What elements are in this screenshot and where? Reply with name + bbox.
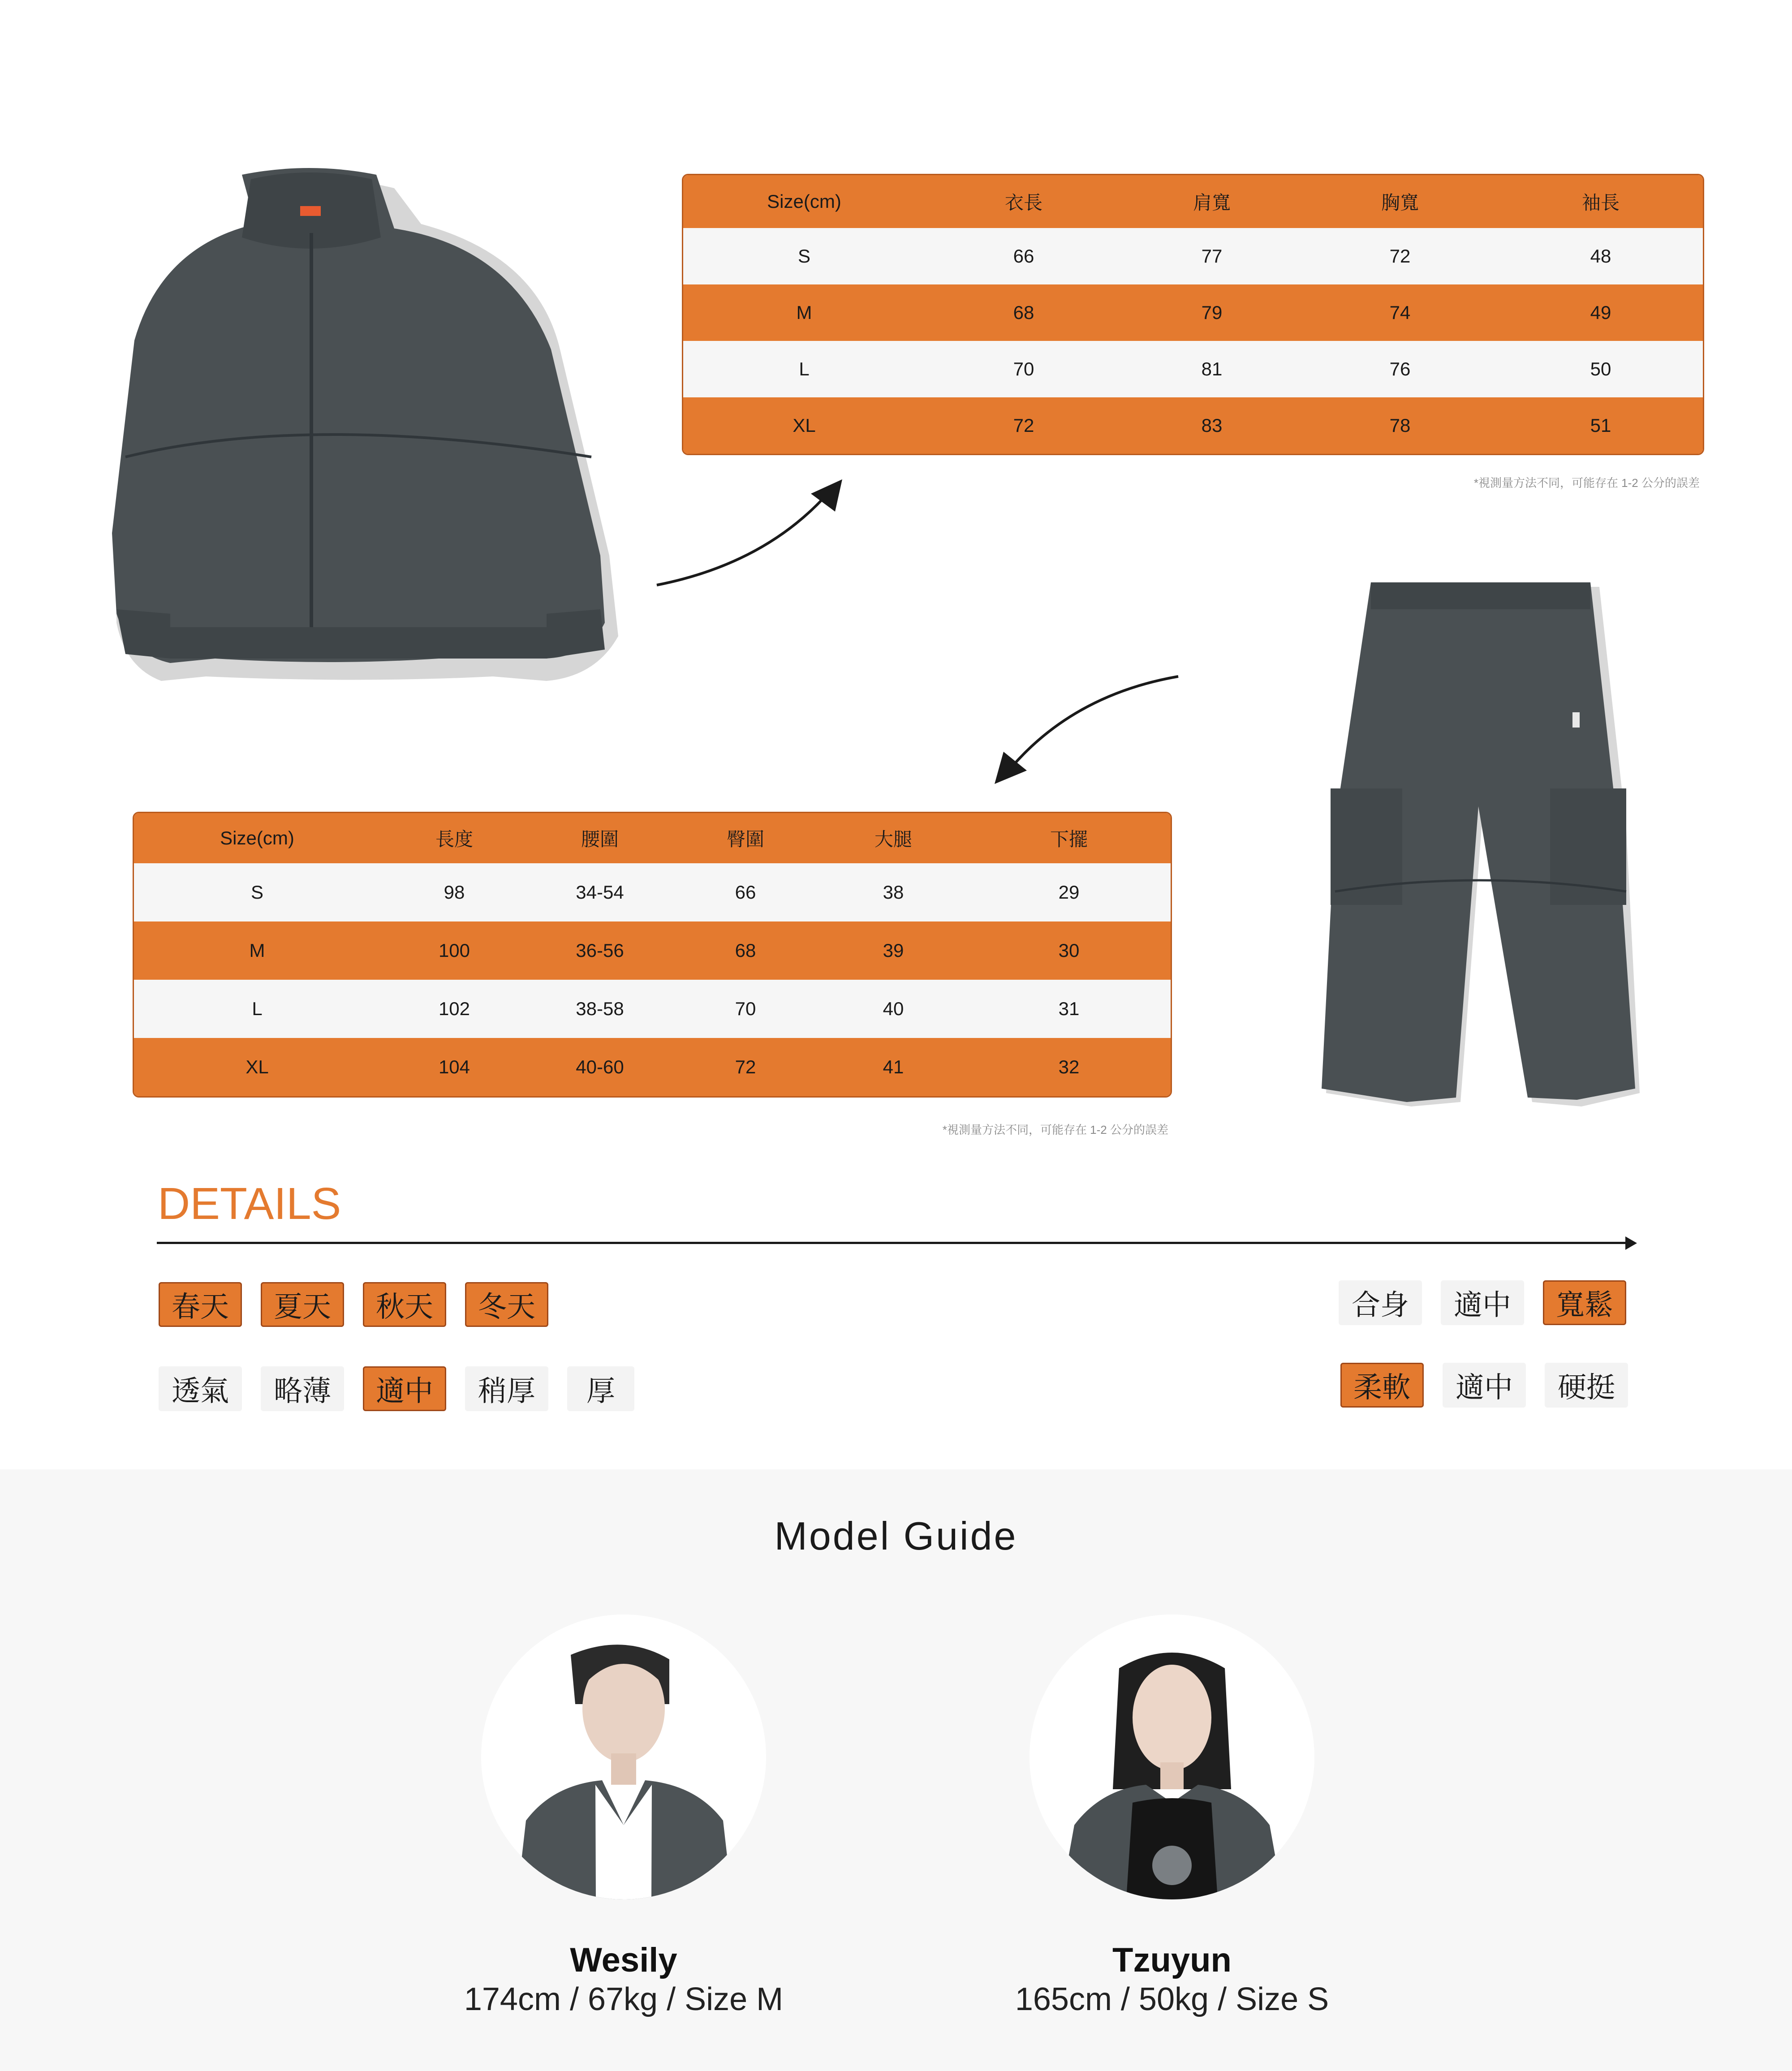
tag-medium-thickness: 適中 [363, 1366, 446, 1411]
table-cell: 98 [444, 882, 465, 903]
divider-arrow-icon [1625, 1236, 1637, 1250]
fit-tags [1339, 1280, 1626, 1325]
tag-stiff: 硬挺 [1545, 1363, 1628, 1408]
tag-spring: 春天 [159, 1282, 242, 1327]
table-cell: 77 [1201, 245, 1223, 267]
model-name: Tzuyun [1112, 1941, 1232, 1979]
column-header: 臀圍 [726, 829, 764, 850]
table-cell: 36-56 [576, 940, 624, 961]
table-row [683, 341, 1703, 397]
table-cell: 72 [735, 1056, 756, 1077]
table-cell: 29 [1058, 882, 1080, 903]
table-cell: XL [793, 415, 816, 436]
model-name: Wesily [570, 1941, 677, 1979]
tag-slightly-thick: 稍厚 [465, 1366, 548, 1411]
table-cell: 40-60 [576, 1056, 624, 1077]
table-cell: 48 [1590, 245, 1611, 267]
table-row [134, 863, 1171, 921]
table-cell: 32 [1058, 1056, 1080, 1077]
column-header: 袖長 [1581, 192, 1620, 213]
bottom-size-table [133, 812, 1172, 1098]
tag-regular-fit: 適中 [1441, 1280, 1524, 1325]
tag-thin: 略薄 [261, 1366, 344, 1411]
table-cell: 70 [1013, 358, 1034, 379]
thickness-tags [159, 1366, 634, 1411]
table-cell: M [249, 940, 265, 961]
arrow-to-top-table [645, 470, 851, 600]
table-cell: 39 [883, 940, 904, 961]
table-cell: 104 [438, 1056, 470, 1077]
measurement-note: *視測量方法不同，可能存在 1-2 公分的誤差 [1473, 476, 1700, 490]
column-header: 下擺 [1050, 829, 1088, 850]
table-cell: 50 [1590, 358, 1611, 379]
table-cell: 72 [1013, 415, 1034, 436]
table-cell: 40 [883, 998, 904, 1019]
jacket-image [108, 161, 627, 690]
table-cell: S [797, 245, 810, 267]
table-cell: 66 [735, 882, 756, 903]
table-cell: 31 [1058, 998, 1080, 1019]
tag-summer: 夏天 [261, 1282, 344, 1327]
table-row [683, 284, 1703, 341]
table-cell: 102 [438, 998, 470, 1019]
table-cell: 70 [735, 998, 756, 1019]
tag-winter: 冬天 [465, 1282, 548, 1327]
table-cell: 79 [1201, 302, 1223, 323]
table-cell: L [252, 998, 263, 1019]
model-photo-icon [481, 1615, 766, 1899]
table-cell: 74 [1389, 302, 1411, 323]
table-cell: 81 [1201, 358, 1223, 379]
model-stats: 174cm / 67kg / Size M [464, 1981, 784, 2017]
table-cell: 72 [1389, 245, 1411, 267]
tag-breathable: 透氣 [159, 1366, 242, 1411]
model-guide-section [0, 1469, 1792, 2071]
table-cell: S [250, 882, 263, 903]
table-cell: 34-54 [576, 882, 624, 903]
table-cell: 38 [883, 882, 904, 903]
table-cell: M [796, 302, 812, 323]
model-stats: 165cm / 50kg / Size S [1015, 1981, 1329, 2017]
table-cell: L [799, 358, 810, 379]
avatar [481, 1615, 766, 1899]
column-header: 胸寬 [1381, 192, 1419, 213]
table-row [683, 397, 1703, 454]
top-size-table [682, 174, 1704, 455]
table-cell: 68 [735, 940, 756, 961]
pants-image [1313, 578, 1653, 1111]
tag-thick: 厚 [567, 1366, 634, 1411]
table-cell: 100 [438, 940, 470, 961]
model-photo-icon [1030, 1615, 1314, 1899]
table-cell: 49 [1590, 302, 1611, 323]
measurement-note: *視測量方法不同，可能存在 1-2 公分的誤差 [942, 1123, 1168, 1137]
column-header: 肩寬 [1193, 192, 1231, 213]
column-header: 大腿 [874, 829, 912, 850]
details-title: DETAILS [158, 1179, 341, 1229]
avatar [1030, 1615, 1314, 1899]
details-divider [157, 1242, 1631, 1244]
tag-loose: 寬鬆 [1543, 1280, 1626, 1325]
tag-soft: 柔軟 [1340, 1363, 1424, 1408]
table-row [134, 980, 1171, 1038]
season-tags [159, 1282, 548, 1327]
table-cell: 76 [1389, 358, 1411, 379]
table-cell: XL [246, 1056, 269, 1077]
table-cell: 66 [1013, 245, 1034, 267]
table-cell: 51 [1590, 415, 1611, 436]
table-cell: 41 [883, 1056, 904, 1077]
tag-autumn: 秋天 [363, 1282, 446, 1327]
table-row [134, 1038, 1171, 1096]
tag-medium-stiffness: 適中 [1443, 1363, 1526, 1408]
model-guide-title: Model Guide [774, 1514, 1018, 1558]
table-row [134, 921, 1171, 980]
column-header: Size(cm) [220, 827, 294, 848]
table-row [683, 228, 1703, 284]
table-cell: 78 [1389, 415, 1411, 436]
arrow-to-bottom-table [986, 672, 1183, 793]
table-cell: 83 [1201, 415, 1223, 436]
table-cell: 30 [1058, 940, 1080, 961]
column-header: 長度 [435, 829, 473, 850]
table-cell: 38-58 [576, 998, 624, 1019]
column-header: Size(cm) [767, 191, 841, 212]
table-cell: 68 [1013, 302, 1034, 323]
column-header: 衣長 [1004, 192, 1042, 213]
tag-fitted: 合身 [1339, 1280, 1422, 1325]
softness-tags [1340, 1363, 1628, 1408]
column-header: 腰圍 [581, 829, 619, 850]
